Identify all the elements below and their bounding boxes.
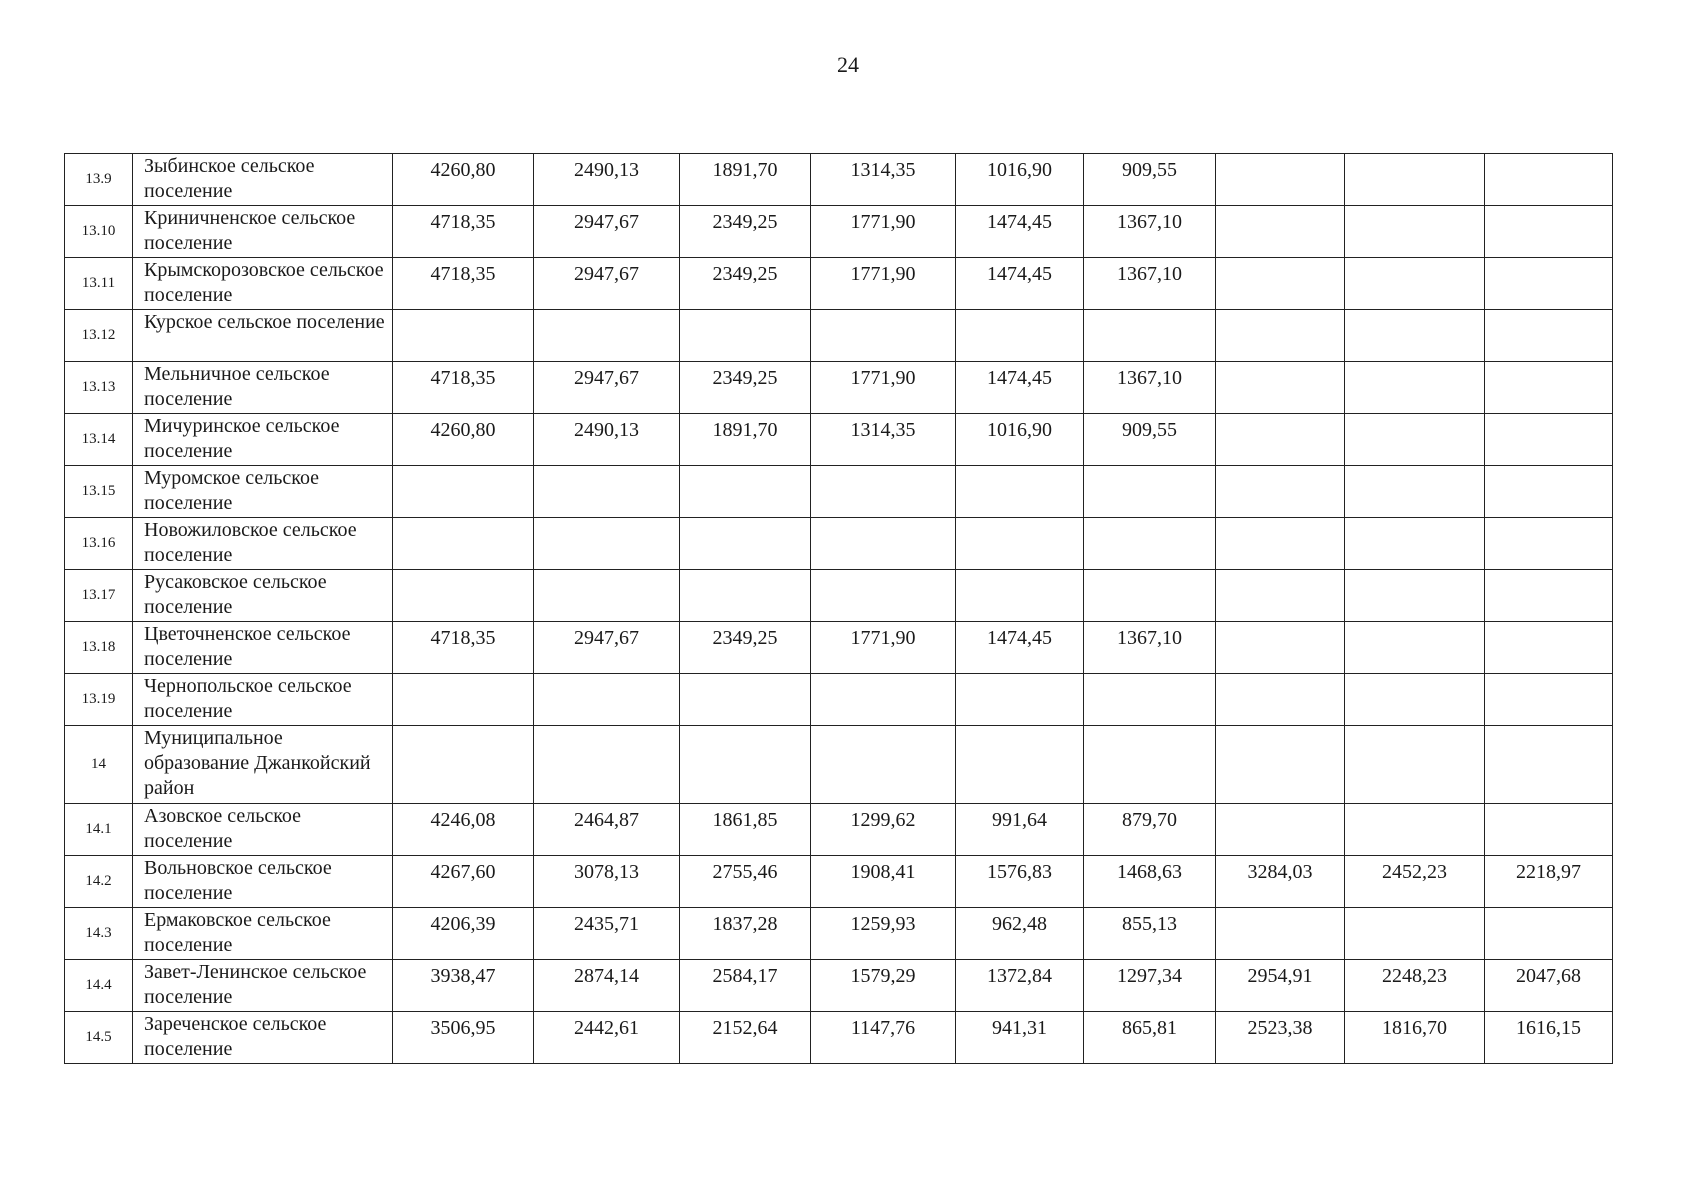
table-row <box>65 466 1613 518</box>
table-row <box>65 908 1613 960</box>
value-cell: 1314,35 <box>811 414 956 466</box>
value-cell: 991,64 <box>956 804 1084 856</box>
row-number: 13.19 <box>65 674 133 726</box>
value-cell <box>956 726 1084 804</box>
value-cell <box>534 466 680 518</box>
value-cell <box>1216 908 1345 960</box>
value-cell: 1771,90 <box>811 258 956 310</box>
value-cell <box>1345 804 1485 856</box>
value-cell: 865,81 <box>1084 1012 1216 1064</box>
value-cell: 2523,38 <box>1216 1012 1345 1064</box>
value-cell <box>811 570 956 622</box>
value-cell: 1372,84 <box>956 960 1084 1012</box>
table-row <box>65 518 1613 570</box>
value-cell: 4246,08 <box>393 804 534 856</box>
value-cell: 1771,90 <box>811 362 956 414</box>
settlement-name: Завет-Ленинское сельское поселение <box>133 960 393 1012</box>
settlement-name: Мичуринское сельское поселение <box>133 414 393 466</box>
value-cell: 2464,87 <box>534 804 680 856</box>
value-cell <box>1216 154 1345 206</box>
row-number: 13.16 <box>65 518 133 570</box>
row-number: 13.18 <box>65 622 133 674</box>
value-cell <box>534 310 680 362</box>
settlement-name: Чернопольское сельское поселение <box>133 674 393 726</box>
value-cell: 2490,13 <box>534 414 680 466</box>
value-cell: 1816,70 <box>1345 1012 1485 1064</box>
value-cell: 2490,13 <box>534 154 680 206</box>
value-cell: 1299,62 <box>811 804 956 856</box>
value-cell <box>534 726 680 804</box>
value-cell <box>956 570 1084 622</box>
value-cell: 2947,67 <box>534 206 680 258</box>
value-cell <box>1216 466 1345 518</box>
value-cell <box>1345 206 1485 258</box>
value-cell <box>1485 414 1613 466</box>
value-cell <box>1345 466 1485 518</box>
value-cell: 1861,85 <box>680 804 811 856</box>
value-cell <box>1216 674 1345 726</box>
value-cell: 4206,39 <box>393 908 534 960</box>
value-cell <box>1485 206 1613 258</box>
value-cell <box>811 466 956 518</box>
value-cell: 2954,91 <box>1216 960 1345 1012</box>
value-cell <box>534 570 680 622</box>
tariff-table <box>64 153 1613 1064</box>
value-cell <box>956 466 1084 518</box>
row-number: 14.4 <box>65 960 133 1012</box>
value-cell <box>811 674 956 726</box>
value-cell: 4260,80 <box>393 414 534 466</box>
value-cell <box>1216 414 1345 466</box>
value-cell: 941,31 <box>956 1012 1084 1064</box>
value-cell <box>1084 466 1216 518</box>
value-cell: 2349,25 <box>680 206 811 258</box>
table-row <box>65 960 1613 1012</box>
value-cell <box>1345 414 1485 466</box>
value-cell: 2248,23 <box>1345 960 1485 1012</box>
value-cell: 4718,35 <box>393 258 534 310</box>
value-cell: 1297,34 <box>1084 960 1216 1012</box>
value-cell: 1474,45 <box>956 258 1084 310</box>
value-cell <box>1216 362 1345 414</box>
settlement-name: Вольновское сельское поселение <box>133 856 393 908</box>
value-cell <box>1485 804 1613 856</box>
table-row <box>65 674 1613 726</box>
value-cell <box>811 310 956 362</box>
value-cell <box>1345 726 1485 804</box>
settlement-name: Курское сельское поселение <box>133 310 393 362</box>
value-cell <box>1485 908 1613 960</box>
table-row <box>65 726 1613 804</box>
table-row <box>65 362 1613 414</box>
value-cell: 4718,35 <box>393 206 534 258</box>
value-cell <box>1345 908 1485 960</box>
settlement-name: Ермаковское сельское поселение <box>133 908 393 960</box>
value-cell: 4260,80 <box>393 154 534 206</box>
value-cell <box>680 310 811 362</box>
value-cell <box>1485 518 1613 570</box>
value-cell: 1016,90 <box>956 414 1084 466</box>
value-cell: 1016,90 <box>956 154 1084 206</box>
value-cell <box>1345 622 1485 674</box>
row-number: 14.1 <box>65 804 133 856</box>
value-cell <box>534 674 680 726</box>
value-cell <box>1084 310 1216 362</box>
table-row <box>65 570 1613 622</box>
value-cell: 1367,10 <box>1084 206 1216 258</box>
value-cell: 2947,67 <box>534 258 680 310</box>
settlement-name: Муромское сельское поселение <box>133 466 393 518</box>
value-cell <box>1485 570 1613 622</box>
settlement-name: Зареченское сельское поселение <box>133 1012 393 1064</box>
value-cell <box>1345 258 1485 310</box>
value-cell <box>680 518 811 570</box>
value-cell: 2435,71 <box>534 908 680 960</box>
value-cell: 1771,90 <box>811 206 956 258</box>
value-cell: 909,55 <box>1084 154 1216 206</box>
value-cell: 1891,70 <box>680 154 811 206</box>
row-number: 13.12 <box>65 310 133 362</box>
settlement-name: Зыбинское сельское поселение <box>133 154 393 206</box>
value-cell: 2755,46 <box>680 856 811 908</box>
value-cell: 3078,13 <box>534 856 680 908</box>
value-cell <box>956 674 1084 726</box>
value-cell: 3506,95 <box>393 1012 534 1064</box>
value-cell <box>1485 726 1613 804</box>
value-cell <box>393 310 534 362</box>
value-cell: 2152,64 <box>680 1012 811 1064</box>
value-cell <box>956 518 1084 570</box>
value-cell: 2349,25 <box>680 362 811 414</box>
value-cell: 1474,45 <box>956 362 1084 414</box>
settlement-name: Цветочненское сельское поселение <box>133 622 393 674</box>
value-cell: 1474,45 <box>956 206 1084 258</box>
settlement-name: Криничненское сельское поселение <box>133 206 393 258</box>
value-cell <box>393 674 534 726</box>
value-cell: 4718,35 <box>393 362 534 414</box>
value-cell: 1837,28 <box>680 908 811 960</box>
row-number: 14 <box>65 726 133 804</box>
value-cell <box>534 518 680 570</box>
value-cell: 1468,63 <box>1084 856 1216 908</box>
value-cell: 1259,93 <box>811 908 956 960</box>
value-cell: 2047,68 <box>1485 960 1613 1012</box>
row-number: 13.14 <box>65 414 133 466</box>
table-row <box>65 206 1613 258</box>
value-cell <box>1485 258 1613 310</box>
value-cell: 4267,60 <box>393 856 534 908</box>
value-cell <box>811 518 956 570</box>
value-cell <box>1485 674 1613 726</box>
table-body <box>65 154 1613 1064</box>
value-cell: 2947,67 <box>534 362 680 414</box>
value-cell <box>680 726 811 804</box>
value-cell <box>393 726 534 804</box>
value-cell <box>1485 362 1613 414</box>
value-cell: 2349,25 <box>680 622 811 674</box>
value-cell: 1891,70 <box>680 414 811 466</box>
value-cell <box>680 466 811 518</box>
value-cell <box>393 518 534 570</box>
table-row <box>65 310 1613 362</box>
value-cell: 1771,90 <box>811 622 956 674</box>
value-cell <box>1485 154 1613 206</box>
value-cell <box>1485 310 1613 362</box>
value-cell: 4718,35 <box>393 622 534 674</box>
value-cell <box>1084 518 1216 570</box>
row-number: 13.15 <box>65 466 133 518</box>
value-cell: 1474,45 <box>956 622 1084 674</box>
row-number: 14.2 <box>65 856 133 908</box>
value-cell: 909,55 <box>1084 414 1216 466</box>
value-cell: 2218,97 <box>1485 856 1613 908</box>
value-cell <box>1216 804 1345 856</box>
value-cell: 2442,61 <box>534 1012 680 1064</box>
value-cell: 1314,35 <box>811 154 956 206</box>
settlement-name: Русаковское сельское поселение <box>133 570 393 622</box>
page-number: 24 <box>837 52 859 77</box>
value-cell <box>1345 518 1485 570</box>
value-cell <box>1216 622 1345 674</box>
value-cell <box>1216 570 1345 622</box>
value-cell <box>1084 726 1216 804</box>
row-number: 14.5 <box>65 1012 133 1064</box>
value-cell <box>1345 154 1485 206</box>
table-row <box>65 154 1613 206</box>
value-cell <box>1084 674 1216 726</box>
row-number: 13.13 <box>65 362 133 414</box>
value-cell <box>1216 726 1345 804</box>
table-row <box>65 414 1613 466</box>
table-row <box>65 258 1613 310</box>
value-cell <box>1345 570 1485 622</box>
value-cell <box>680 674 811 726</box>
value-cell: 2874,14 <box>534 960 680 1012</box>
value-cell: 962,48 <box>956 908 1084 960</box>
value-cell <box>680 570 811 622</box>
value-cell: 1367,10 <box>1084 622 1216 674</box>
value-cell: 1367,10 <box>1084 362 1216 414</box>
value-cell <box>1345 310 1485 362</box>
row-number: 14.3 <box>65 908 133 960</box>
settlement-name: Азовское сельское поселение <box>133 804 393 856</box>
value-cell: 2452,23 <box>1345 856 1485 908</box>
value-cell: 1616,15 <box>1485 1012 1613 1064</box>
row-number: 13.11 <box>65 258 133 310</box>
value-cell <box>1216 518 1345 570</box>
value-cell <box>1084 570 1216 622</box>
value-cell: 1147,76 <box>811 1012 956 1064</box>
settlement-name: Новожиловское сельское поселение <box>133 518 393 570</box>
value-cell: 879,70 <box>1084 804 1216 856</box>
table-row <box>65 622 1613 674</box>
settlement-name: Мельничное сельское поселение <box>133 362 393 414</box>
table-row <box>65 1012 1613 1064</box>
value-cell: 3284,03 <box>1216 856 1345 908</box>
value-cell: 1579,29 <box>811 960 956 1012</box>
settlement-name: Крымскорозовское сельское поселение <box>133 258 393 310</box>
value-cell <box>1345 674 1485 726</box>
settlement-name: Муниципальное образование Джанкойский район <box>133 726 393 804</box>
value-cell: 2349,25 <box>680 258 811 310</box>
value-cell: 1576,83 <box>956 856 1084 908</box>
row-number: 13.17 <box>65 570 133 622</box>
table-row <box>65 856 1613 908</box>
value-cell: 2947,67 <box>534 622 680 674</box>
value-cell <box>1216 206 1345 258</box>
value-cell: 1367,10 <box>1084 258 1216 310</box>
value-cell: 1908,41 <box>811 856 956 908</box>
table-row <box>65 804 1613 856</box>
value-cell <box>956 310 1084 362</box>
value-cell <box>1485 622 1613 674</box>
value-cell <box>1216 258 1345 310</box>
value-cell <box>1345 362 1485 414</box>
value-cell <box>393 466 534 518</box>
value-cell: 2584,17 <box>680 960 811 1012</box>
value-cell <box>393 570 534 622</box>
value-cell <box>1485 466 1613 518</box>
row-number: 13.10 <box>65 206 133 258</box>
value-cell <box>811 726 956 804</box>
value-cell: 855,13 <box>1084 908 1216 960</box>
value-cell: 3938,47 <box>393 960 534 1012</box>
row-number: 13.9 <box>65 154 133 206</box>
value-cell <box>1216 310 1345 362</box>
